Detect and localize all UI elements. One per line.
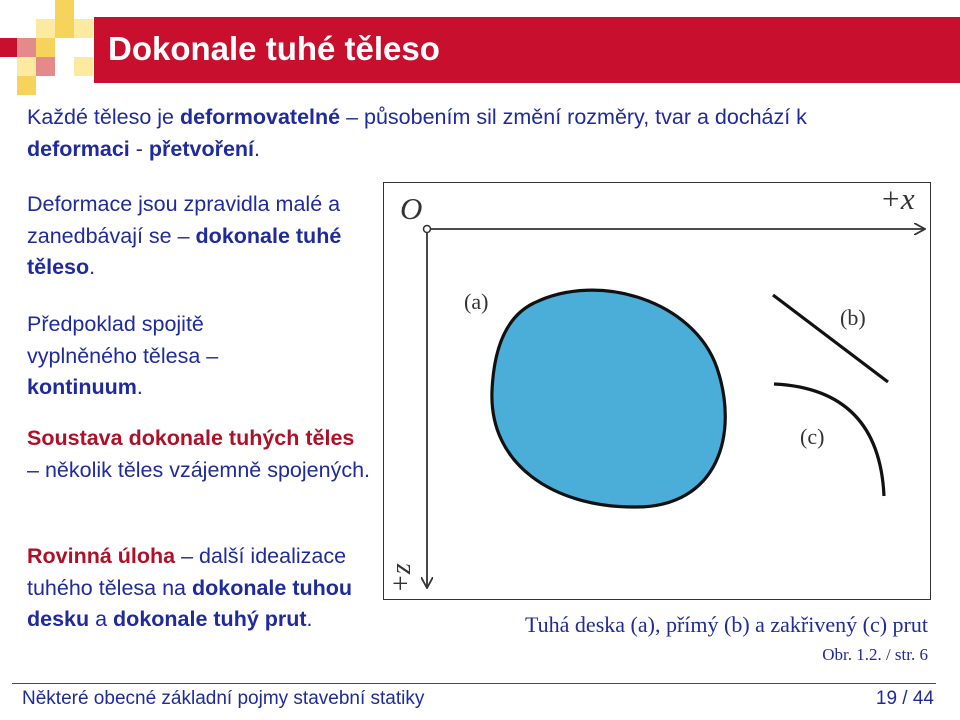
paragraph-rigid-body (27, 189, 347, 284)
label-c: (c) (800, 424, 825, 449)
text-run: Předpoklad spojitě vyplněného tělesa – (27, 312, 219, 368)
term-plane-problem: Rovinná úloha (27, 544, 176, 568)
page-total: 44 (912, 688, 934, 709)
paragraph-plane-problem (27, 541, 367, 636)
text-run: několik těles vzájemně spojených. (38, 457, 371, 482)
corner-square (0, 38, 17, 57)
text-run: a (89, 607, 114, 631)
term-deformable: deformovatelné (180, 105, 341, 129)
page-current: 19 (875, 688, 898, 709)
corner-square (55, 0, 74, 19)
figure-rigid-bodies (383, 182, 931, 600)
straight-bar-shape (773, 295, 888, 382)
corner-square (36, 19, 55, 38)
title-bar (94, 17, 960, 83)
figure-caption: Tuhá deska (a), přímý (b) a zakřivený (c) prut (525, 612, 928, 637)
term-rigid-body-system: Soustava dokonale tuhých těles (27, 426, 355, 450)
text-run: . (306, 607, 313, 631)
corner-square (17, 57, 36, 76)
text-run: Každé těleso je (27, 105, 180, 129)
corner-square (55, 19, 74, 38)
z-axis-label: +z (386, 563, 417, 593)
curved-bar-shape (774, 384, 884, 496)
text-run: . (136, 375, 143, 399)
label-a: (a) (464, 289, 489, 314)
slide-title: Dokonale tuhé těleso (108, 30, 440, 67)
page-counter (876, 688, 934, 710)
text-run: . (254, 136, 260, 161)
page-separator: / (897, 688, 913, 709)
rigid-plate-shape (492, 290, 725, 507)
paragraph-continuum (27, 309, 287, 404)
figure-drawing (384, 183, 932, 601)
text-run: – další idealizace tuhého tělesa na (27, 544, 347, 600)
term-rigid-plate: dokonale tuhou desku (27, 575, 353, 631)
figure-reference: Obr. 1.2. / str. 6 (822, 645, 928, 664)
term-continuum: kontinuum (27, 375, 137, 399)
corner-square (36, 38, 55, 57)
footer-course-title: Některé obecné základní pojmy stavební statiky (22, 688, 425, 709)
text-run: Deformace jsou zpravidla malé a zanedbávají se – (27, 192, 341, 248)
text-run: - (129, 136, 149, 161)
corner-square (17, 76, 36, 95)
paragraph-system: Soustava dokonale tuhých těles – několik těles vzájemně spojených. (27, 426, 371, 482)
term-rigid-body: dokonale tuhé těleso (27, 223, 342, 279)
label-b: (b) (840, 305, 866, 330)
text-run: . (89, 255, 96, 279)
origin-label: O (400, 191, 423, 226)
corner-square (17, 38, 36, 57)
origin-point (424, 226, 431, 233)
footer-divider (12, 683, 936, 684)
term-deformation: deformaci (27, 136, 130, 161)
corner-square (74, 57, 93, 76)
paragraph-deformable (27, 102, 907, 165)
x-axis-label: +x (880, 181, 915, 216)
term-strain: přetvoření (148, 136, 255, 161)
term-rigid-bar: dokonale tuhý prut (113, 607, 307, 631)
text-run: – působením sil změní rozměry, tvar a dochází k (340, 105, 807, 129)
corner-square (74, 19, 93, 38)
corner-square (36, 57, 55, 76)
